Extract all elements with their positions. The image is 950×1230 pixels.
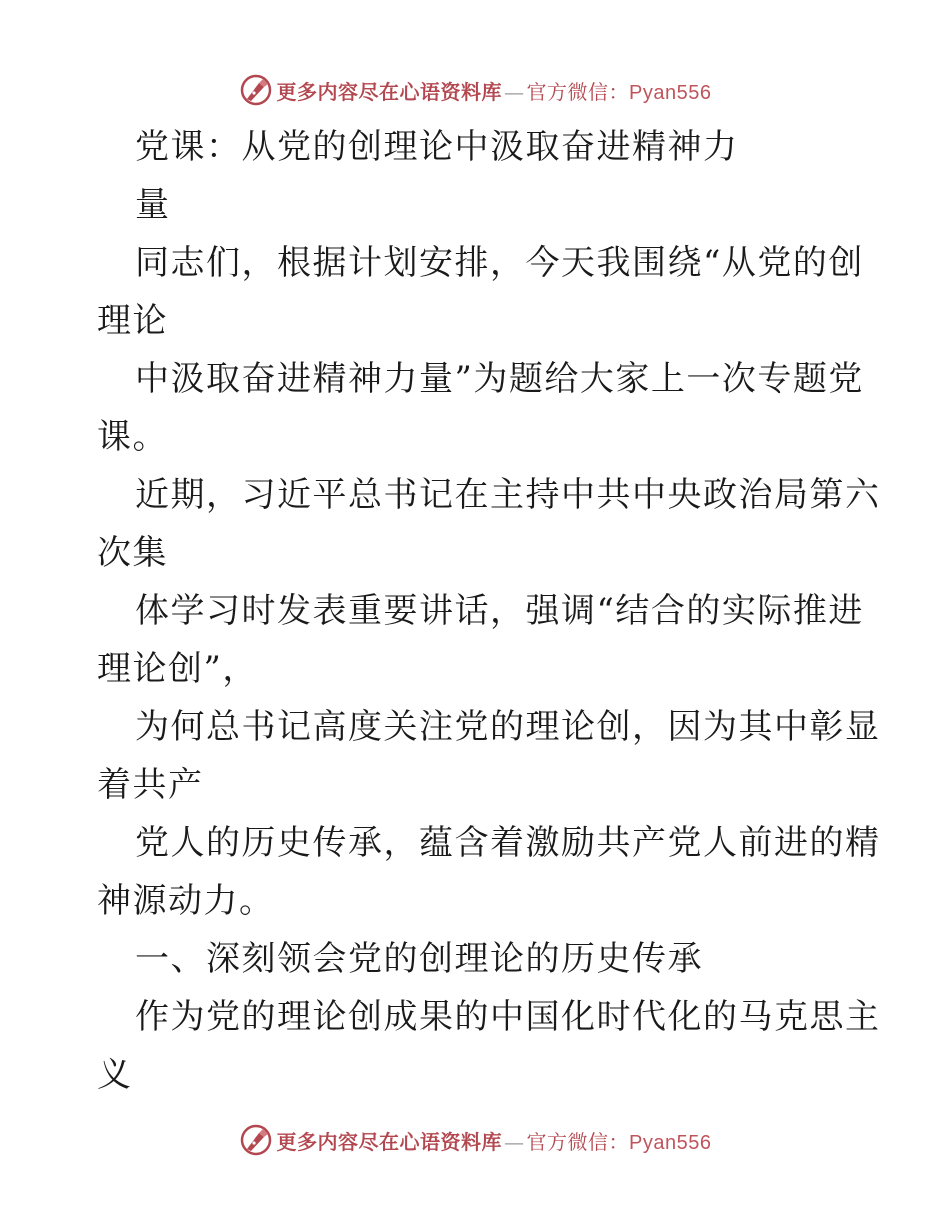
paragraph-line: 为何总书记高度关注党的理论创，因为其中彰显: [135, 707, 881, 747]
paragraph-line: 作为党的理论创成果的中国化时代化的马克思主: [135, 997, 881, 1037]
watermark-wechat-id: Pyan556: [629, 81, 712, 104]
section-heading: 一、深刻领会党的创理论的历史传承: [135, 939, 703, 979]
paragraph-line: 神源动力。: [97, 881, 275, 921]
fountain-pen-logo-icon: [239, 73, 273, 107]
watermark-main-text: 更多内容尽在心语资料库: [276, 79, 503, 104]
watermark-text: [277, 1126, 712, 1155]
header-watermark-banner: [0, 70, 950, 110]
paragraph-line: 体学习时发表重要讲话，强调“结合的实际推进: [135, 591, 864, 631]
watermark-wechat-id: Pyan556: [629, 1131, 712, 1154]
watermark-dash: —: [504, 79, 525, 104]
document-body: [97, 118, 881, 1104]
document-title-line-1: 党课：从党的创理论中汲取奋进精神力: [135, 127, 739, 167]
paragraph-line: 近期，习近平总书记在主持中共中央政治局第六: [135, 475, 881, 515]
paragraph-line: 次集: [97, 533, 168, 573]
paragraph-line: 课。: [97, 417, 168, 457]
paragraph-line: 理论创”，: [97, 649, 258, 689]
paragraph-line: 着共产: [97, 765, 204, 805]
fountain-pen-logo-icon: [239, 1123, 273, 1157]
watermark-wechat-label: 官方微信：: [526, 1129, 630, 1154]
footer-watermark-banner: [0, 1120, 950, 1160]
paragraph-line: 理论: [97, 301, 168, 341]
document-title-line-2: 量: [135, 185, 171, 225]
paragraph-line: 党人的历史传承，蕴含着激励共产党人前进的精: [135, 823, 881, 863]
watermark-dash: —: [504, 1129, 525, 1154]
watermark-text: [277, 76, 712, 105]
paragraph-line: 义: [97, 1055, 133, 1095]
watermark-wechat-label: 官方微信：: [526, 79, 630, 104]
paragraph-line: 中汲取奋进精神力量”为题给大家上一次专题党: [135, 359, 864, 399]
paragraph-line: 同志们，根据计划安排，今天我围绕“从党的创: [135, 243, 864, 283]
watermark-main-text: 更多内容尽在心语资料库: [276, 1129, 503, 1154]
